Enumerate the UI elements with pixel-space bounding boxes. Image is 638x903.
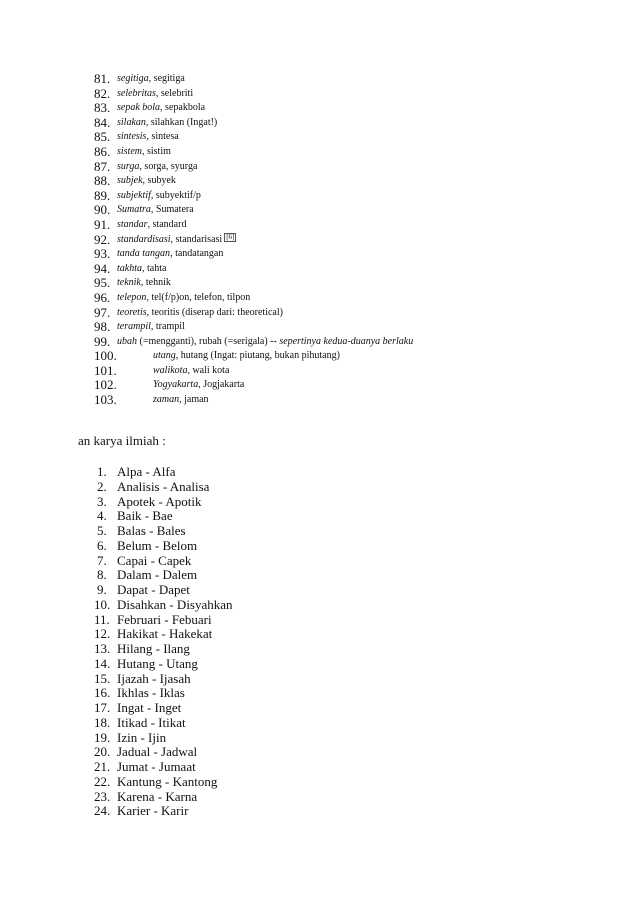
item-text <box>153 393 209 408</box>
word-pair: Ijazah - Ijasah <box>117 670 191 686</box>
list-item <box>0 554 638 569</box>
word-pair: Dalam - Dalem <box>117 567 198 583</box>
list-item <box>0 804 638 819</box>
footnote-link[interactable]: [6] <box>226 232 235 241</box>
variant-text: , tehnik <box>140 277 171 289</box>
word-pair: Apotek - Apotik <box>117 493 202 509</box>
item-text <box>117 160 197 175</box>
list-item <box>0 657 638 672</box>
list-item <box>0 291 638 306</box>
item-number: 86. <box>94 143 111 159</box>
list-item <box>0 539 638 554</box>
variant-text: , hutang (Ingat: piutang, bukan pihutang) <box>175 350 340 362</box>
item-text <box>117 130 179 145</box>
variant-text: , tel(f/p)on, telefon, tilpon <box>146 291 251 303</box>
list-item <box>0 335 638 350</box>
list-item <box>0 130 638 145</box>
item-text <box>117 306 283 321</box>
standard-term: sistem <box>117 145 142 157</box>
list-item <box>0 745 638 760</box>
list-item <box>0 627 638 642</box>
item-text <box>117 189 201 204</box>
standard-term: utang <box>153 350 176 362</box>
item-number: 103. <box>94 392 117 408</box>
list-item <box>0 101 638 116</box>
word-pair: Februari - Febuari <box>117 611 212 627</box>
item-number: 83. <box>94 100 111 116</box>
variant-text: , wali kota <box>187 364 230 376</box>
item-text <box>153 349 340 364</box>
item-number: 90. <box>94 202 111 218</box>
standard-term: sepak bola <box>117 102 161 114</box>
item-text <box>117 145 171 160</box>
list-item <box>0 262 638 277</box>
list-item <box>0 760 638 775</box>
list-item <box>0 306 638 321</box>
standard-term: ubah <box>117 335 137 347</box>
variant-text: , teoritis (diserap dari: theoretical) <box>146 306 283 318</box>
item-number: 20. <box>94 744 111 760</box>
item-number: 94. <box>94 260 111 276</box>
standard-term: segitiga <box>117 73 149 84</box>
standard-term: subjektif <box>117 189 151 201</box>
item-number: 22. <box>94 773 111 789</box>
item-text <box>117 87 193 102</box>
variant-text: , silahkan (Ingat!) <box>145 116 218 128</box>
standard-term: silakan <box>117 116 146 128</box>
list-item <box>0 598 638 613</box>
item-number: 21. <box>94 759 111 774</box>
list-item <box>0 775 638 790</box>
standard-term: telepon <box>117 291 147 303</box>
standard-term: Sumatra <box>117 204 151 216</box>
item-text <box>117 276 171 291</box>
item-text <box>117 116 217 131</box>
standard-term: standar <box>117 218 148 230</box>
item-text <box>117 247 223 262</box>
variant-text: , subyek <box>142 175 176 187</box>
item-number: 96. <box>94 289 111 305</box>
word-pair: Balas - Bales <box>117 523 186 538</box>
list-item <box>0 87 638 102</box>
word-pair: Karier - Karir <box>117 803 189 819</box>
item-number: 82. <box>94 85 111 101</box>
word-pair: Belum - Belom <box>117 537 198 553</box>
list-item <box>0 509 638 524</box>
list-item <box>0 393 638 408</box>
word-pair: Alpa - Alfa <box>117 464 176 479</box>
variant-text: , Sumatera <box>150 204 194 216</box>
list-item <box>0 218 638 233</box>
standard-term: sintesis <box>117 131 147 143</box>
item-number: 10. <box>94 596 111 612</box>
list-item <box>0 672 638 687</box>
item-number: 93. <box>94 246 111 262</box>
word-pair: Itikad - Itikat <box>117 714 186 730</box>
item-number: 15. <box>94 670 111 686</box>
list-item <box>0 320 638 335</box>
list-item <box>0 276 638 291</box>
word-pair-list <box>0 465 638 819</box>
item-number: 4. <box>97 508 107 524</box>
standard-term: surga <box>117 160 140 172</box>
list-item <box>0 145 638 160</box>
list-item <box>0 480 638 495</box>
item-number: 19. <box>94 729 111 745</box>
standard-term: terampil <box>117 321 151 333</box>
section-heading: an karya ilmiah : <box>78 433 166 448</box>
item-text <box>117 101 205 116</box>
word-pair: Hakikat - Hakekat <box>117 626 213 642</box>
standard-term: subjek <box>117 175 143 187</box>
list-item <box>0 116 638 131</box>
list-item <box>0 160 638 175</box>
item-number: 100. <box>94 348 117 364</box>
list-item <box>0 583 638 598</box>
italic-remark: sepertinya kedua-duanya berlaku <box>279 335 414 347</box>
list-item <box>0 613 638 628</box>
standard-term: walikota <box>153 364 188 376</box>
variant-text: , standard <box>147 218 187 230</box>
list-item <box>0 233 638 248</box>
word-pair: Kantung - Kantong <box>117 773 218 789</box>
item-number: 88. <box>94 173 111 189</box>
item-text <box>117 233 236 248</box>
item-number: 99. <box>94 333 111 349</box>
item-number: 16. <box>94 685 111 701</box>
list-item <box>0 790 638 805</box>
item-number: 101. <box>94 362 117 378</box>
item-number: 95. <box>94 275 111 291</box>
item-number: 8. <box>97 567 107 583</box>
word-pair: Izin - Ijin <box>117 729 167 745</box>
item-number: 84. <box>94 114 111 130</box>
item-number: 11. <box>94 611 110 627</box>
list-item <box>0 72 638 87</box>
item-number: 2. <box>97 478 107 494</box>
list-item <box>0 174 638 189</box>
item-number: 3. <box>97 493 107 509</box>
item-number: 89. <box>94 187 111 203</box>
list-item <box>0 701 638 716</box>
list-item <box>0 189 638 204</box>
item-number: 14. <box>94 655 111 671</box>
word-pair: Baik - Bae <box>117 508 173 524</box>
list-item <box>0 378 638 393</box>
item-number: 98. <box>94 319 111 335</box>
standard-term: teknik <box>117 277 141 289</box>
variant-text: , sepakbola <box>160 102 206 114</box>
list-item <box>0 686 638 701</box>
item-text <box>117 262 166 277</box>
standard-term: standardisasi <box>117 233 171 245</box>
standard-term: selebritas <box>117 87 156 99</box>
list-item <box>0 731 638 746</box>
word-pair: Hutang - Utang <box>117 655 198 671</box>
variant-text: , standarisasi <box>170 233 223 245</box>
item-text <box>117 72 185 87</box>
item-number: 23. <box>94 788 111 804</box>
list-item <box>0 495 638 510</box>
item-number: 24. <box>94 803 111 819</box>
word-pair: Dapat - Dapet <box>117 582 190 597</box>
word-pair: Ingat - Inget <box>117 700 182 715</box>
item-text <box>117 218 186 233</box>
list-item <box>0 465 638 480</box>
variant-text: , jaman <box>179 394 209 406</box>
item-text <box>117 320 185 335</box>
list-item <box>0 716 638 731</box>
list-item <box>0 568 638 583</box>
item-text <box>117 291 250 306</box>
item-text <box>117 203 194 218</box>
variant-text: , sorga, syurga <box>139 160 198 172</box>
variant-text: , sistim <box>142 145 171 157</box>
standard-term: teoretis <box>117 306 147 318</box>
item-number: 13. <box>94 641 111 656</box>
variant-text: , selebriti <box>155 87 194 99</box>
word-pair: Karena - Karna <box>117 788 198 804</box>
item-number: 102. <box>94 377 117 393</box>
variant-text: , sintesa <box>146 131 179 143</box>
variant-text: , segitiga <box>148 73 185 84</box>
item-number: 85. <box>94 129 111 145</box>
list-item <box>0 247 638 262</box>
word-pair: Hilang - Ilang <box>117 641 190 656</box>
item-number: 6. <box>97 537 107 553</box>
spelling-list-81-103 <box>0 72 638 408</box>
standard-term: zaman <box>153 394 180 406</box>
list-item <box>0 524 638 539</box>
item-number: 91. <box>94 216 111 232</box>
standard-term: takhta <box>117 262 142 274</box>
item-number: 18. <box>94 714 111 730</box>
item-number: 5. <box>97 523 107 538</box>
item-text <box>153 364 229 379</box>
item-number: 9. <box>97 582 107 597</box>
item-number: 92. <box>94 231 111 247</box>
item-text <box>117 335 413 350</box>
item-number: 1. <box>97 464 107 479</box>
standard-term: tanda tangan <box>117 248 171 260</box>
list-item <box>0 349 638 364</box>
variant-text: (=mengganti), rubah (=serigala) -- <box>137 335 280 347</box>
item-number: 87. <box>94 158 111 174</box>
word-pair: Jadual - Jadwal <box>117 744 198 760</box>
item-text <box>153 378 244 393</box>
variant-text: , subyektif/p <box>150 189 201 201</box>
list-item <box>0 642 638 657</box>
word-pair: Ikhlas - Iklas <box>117 685 185 701</box>
word-pair: Disahkan - Disyahkan <box>117 596 233 612</box>
list-item <box>0 203 638 218</box>
variant-text: , tahta <box>142 262 167 274</box>
item-number: 97. <box>94 304 111 320</box>
variant-text: , trampil <box>150 321 185 333</box>
item-text <box>117 174 176 189</box>
word-pair: Analisis - Analisa <box>117 478 210 494</box>
word-pair: Jumat - Jumaat <box>117 759 196 774</box>
variant-text: , Jogjakarta <box>198 379 245 391</box>
item-number: 17. <box>94 700 111 715</box>
item-number: 12. <box>94 626 111 642</box>
item-number: 7. <box>97 552 107 568</box>
item-number: 81. <box>94 71 111 86</box>
list-item <box>0 364 638 379</box>
standard-term: Yogyakarta <box>153 379 199 391</box>
variant-text: , tandatangan <box>170 248 224 260</box>
word-pair: Capai - Capek <box>117 552 192 568</box>
